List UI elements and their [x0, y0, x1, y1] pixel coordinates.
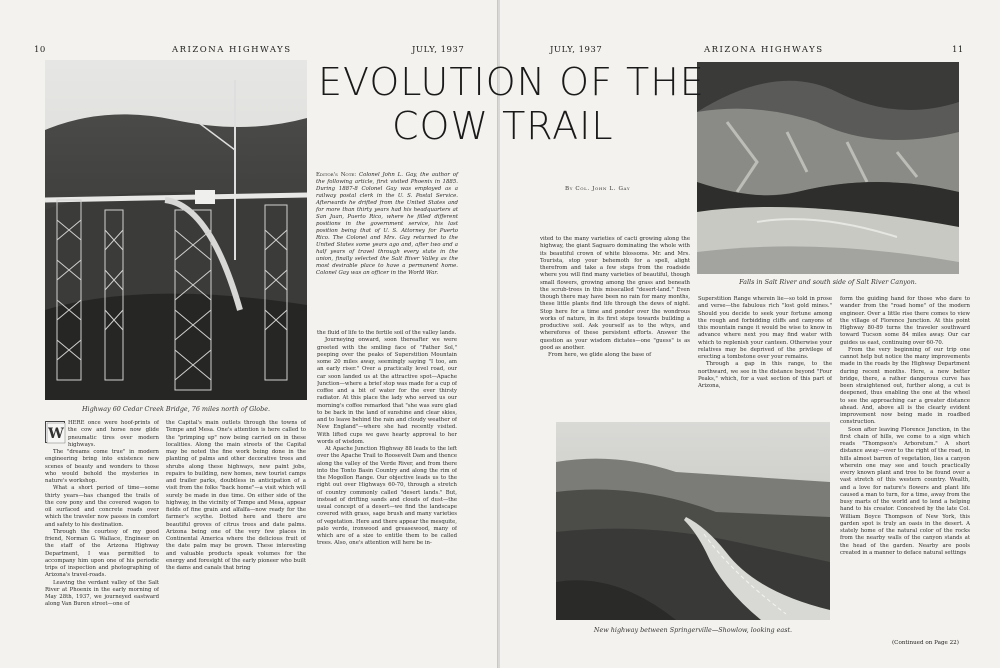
- issue-date-right: JULY, 1937: [550, 45, 603, 55]
- left-col1-para-5: Leaving the verdant valley of the Salt River at Phoenix in the early morning of May 28th, 1937, we journeyed eastward along Van Buren street—one of: [45, 579, 159, 608]
- left-col1-para-2: The "dreams come true" in modern engineering bring into existence new scenes of beauty and wonders to those who would behold the mysteries in nature's workshop.: [45, 449, 159, 484]
- left-col1-para-1: HERE once were hoof-prints of the cow and horse now glide pneumatic tires over modern highways.: [68, 420, 159, 448]
- right-col3-para-3: Soon after leaving Florence Junction, in the first chain of hills, we come to a sign which reads "Thompson's Arboretum." A short distance away—over to the right of the road, in hills almost barren of vegetation, lies a canyon wherein one may see and touch practically every known plant and tree to be found over a vast stretch of this western country. Wealth, and a love for nature's flowers and plant life caused a man to turn, for a time, away from the busy marts of the world and to lend a helping hand to his creator. Conceived by the late Col. William Boyce Thompson of New York, this garden spot is truly an oasis in the desert. A stately home of the natural color of the rocks from the nearby walls of the canyon stands at the head of the garden. Nearby are pools created in a manner to deface natural settings: [840, 426, 970, 556]
- page-number-left: 10: [34, 45, 46, 55]
- bridge-photo-caption: Highway 60 Cedar Creek Bridge, 76 miles north of Globe.: [81, 405, 271, 413]
- editors-note-text: Colonel John L. Gay, the author of the following article, first visited Phoenix in 1885. During 1887-8 Colonel Gay was employed as a railway postal clerk in the U. S. Postal Service. Afterwards he drifted from the United States and for more than thirty years had his headquarters at San Juan, Puerto Rico, where he filled different positions in the government service, his last position being that of U. S. Attorney for Puerto Rico. The Colonel and Mrs. Gay returned to the United States some years ago and, after two and a half years of travel through every state in the union, finally selected the Salt River Valley as the most desirable place to have a permanent home. Colonel Gay was an officer in the World War.: [316, 172, 458, 276]
- article-title-line-1: EVOLUTION OF THE: [318, 60, 705, 104]
- left-col1-para-4: Through the courtesy of my good friend, Norman G. Wallace, Engineer on the staff of the Arizona Highway Department, I was permitted to accompany him upon one of his periodic trips of inspection and photographing of Arizona's travel-roads.: [45, 528, 159, 579]
- right-col2-para-1: Superstition Range wherein lie—so told in prose and verse—the fabulous rich "lost gold mines." Should you decide to seek your fortune among the rough and forbidding cliffs and canyons of this mountain range it would be wise to know in advance where next you may find water with which to replenish your canteen. Otherwise your relatives may be deprived of the privilege of erecting a tombstone over your remains.: [698, 296, 832, 360]
- left-column-3: [317, 330, 457, 652]
- right-column-3: [840, 296, 970, 634]
- springerville-highway-caption: New highway between Springerville—Showlow, looking east.: [593, 626, 793, 634]
- right-col3-para-2: From the very beginning of our trip one cannot help but notice the many improvements made in the roads by the Highway Department during recent months. Here, a new better bridge, there, a rather dangerous curve has been straightened out, further along, a cut is deepened, thus enabling the one at the wheel to see the approaching car a greater distance ahead. And, above all is the clearly evident improvement now being made in roadbed construction.: [840, 346, 970, 426]
- left-col3-para-2: Journeying onward, soon thereafter we were greeted with the smiling face of "Father Sol," peeping over the peaks of Superstition Mountain some 20 miles away, seemingly saying "I too, am an early riser." Over a practically level road, our car soon landed us at the attractive spot—Apache Junction—where a brief stop was made for a cup of coffee and a bit of water for the ever thirsty radiator. At this place the lady who served us our morning's coffee remarked that "she was sure glad to be back in the land of sunshine and clear skies, and to leave behind the rain and cloudy weather of New England"—where she had recently visited. With lifted cups we gave hearty approval to her words of wisdom.: [317, 337, 457, 445]
- page-number-right: 11: [952, 45, 964, 55]
- issue-date-left: JULY, 1937: [412, 45, 465, 55]
- left-col2-para-1: the Capital's main outlets through the towns of Tempe and Mesa. One's attention is here called to the "primping up" now being carried on in these localities. Along the main streets of the Capital may be noted the fine work being done in the planting of palms and other decorative trees and shrubs along these highways, new paint jobs, repairs to building, new homes, new tourist camps and trailer parks, doubtless in anticipation of a visit from the folks "back home"—a visit which will surely be made in due time. On either side of the highway, in the vicinity of Tempe and Mesa, appear fields of fine grain and alfalfa—now ready for the farmer's scythe. Dotted here and there are beautiful groves of citrus trees and date palms. Arizona being one of the very few places in Continental America where the delicious fruit of the date palm may be grown. These interesting and valuable products speak volumes for the energy and foresight of the early pioneer who built the dams and canals that bring: [166, 420, 306, 571]
- left-col3-para-1: the fluid of life to the fertile soil of the valley lands.: [317, 330, 457, 336]
- salt-river-falls-photo: [697, 62, 959, 274]
- magazine-name-left: ARIZONA HIGHWAYS: [172, 45, 292, 55]
- magazine-name-right: ARIZONA HIGHWAYS: [704, 45, 824, 55]
- left-col1-para-3: What a short period of time—some thirty years—has changed the trails of the cow pony and the covered wagon to oil surfaced and concrete roads over which the traveler now passes in comfort and safety to his destination.: [45, 485, 159, 528]
- right-col3-para-1: form the guiding hand for those who dare to wander from the "road home" of the modern engineer. Over a little rise there comes to view the village of Florence Junction. At this point Highway 80-89 turns the traveler southward toward Tucson some 84 miles away. Our car guides us east, continuing over 60-70.: [840, 296, 970, 346]
- byline: By Col. John L. Gay: [565, 186, 631, 192]
- dropcap-w: [45, 421, 65, 443]
- bridge-photo: [45, 60, 307, 400]
- left-col3-para-3: At Apache Junction Highway 88 leads to the left over the Apache Trail to Roosevelt Dam and thence along the valley of the Verde River, and from there into the Tonto Basin Country and along the rim of the Mogollon Range. Our objective leads us to the right out over Highways 60-70, through a stretch of country commonly called "desert lands." But, instead of drifting sands and clouds of dust—the usual concept of a desert—we find the landscape covered with grass, sage brush and many varieties of vegetation. Here and there appear the mesquite, palo verde, ironwood and greasewood, many of which are of a size to entitle them to be called trees. Also, one's attention will here be in-: [317, 446, 457, 547]
- right-col2-para-2: Through a gap in this range, to the northward, we see in the distance beyond "Four Peaks," which, for a vast section of this part of Arizona,: [698, 361, 832, 389]
- right-column-2: [698, 296, 832, 406]
- springerville-highway-photo: [556, 422, 830, 620]
- editors-note: [316, 172, 458, 277]
- article-title-line-2: COW TRAIL: [392, 104, 614, 148]
- right-col1-para-1: vited to the many varieties of cacti growing along the highway, the giant Saguaro dominating the whole with its beautiful crown of white blossoms. Mr. and Mrs. Tourista, stop your behemoth for a spell, alight therefrom and take a few steps from the roadside where you will find many varieties of beautiful, though small flowers, growing among the grass and beneath the scrub-trees in this misscalled "desert-land." Even though there may have been no rain for many months, these little plants find life through the dews of night. Stop here for a time and ponder over the wondrous works of nature, in its first steps towards building a productive soil. Ask yourself as to the whys, and wherefores of these persistent efforts. Answer the question as your wisdom dictates—one "guess" is as good as another.: [540, 236, 690, 351]
- dropcap-letter: W: [48, 426, 64, 442]
- salt-river-falls-caption: Falls in Salt River and south side of Salt River Canyon.: [739, 278, 917, 286]
- editors-note-lead: Editor's Note:: [316, 172, 357, 178]
- right-col1-para-2: From here, we glide along the base of: [548, 352, 652, 358]
- left-column-2: [166, 420, 306, 652]
- right-column-1: [540, 236, 690, 408]
- left-column-1: [45, 420, 159, 652]
- continued-note: (Continued on Page 22): [892, 640, 959, 646]
